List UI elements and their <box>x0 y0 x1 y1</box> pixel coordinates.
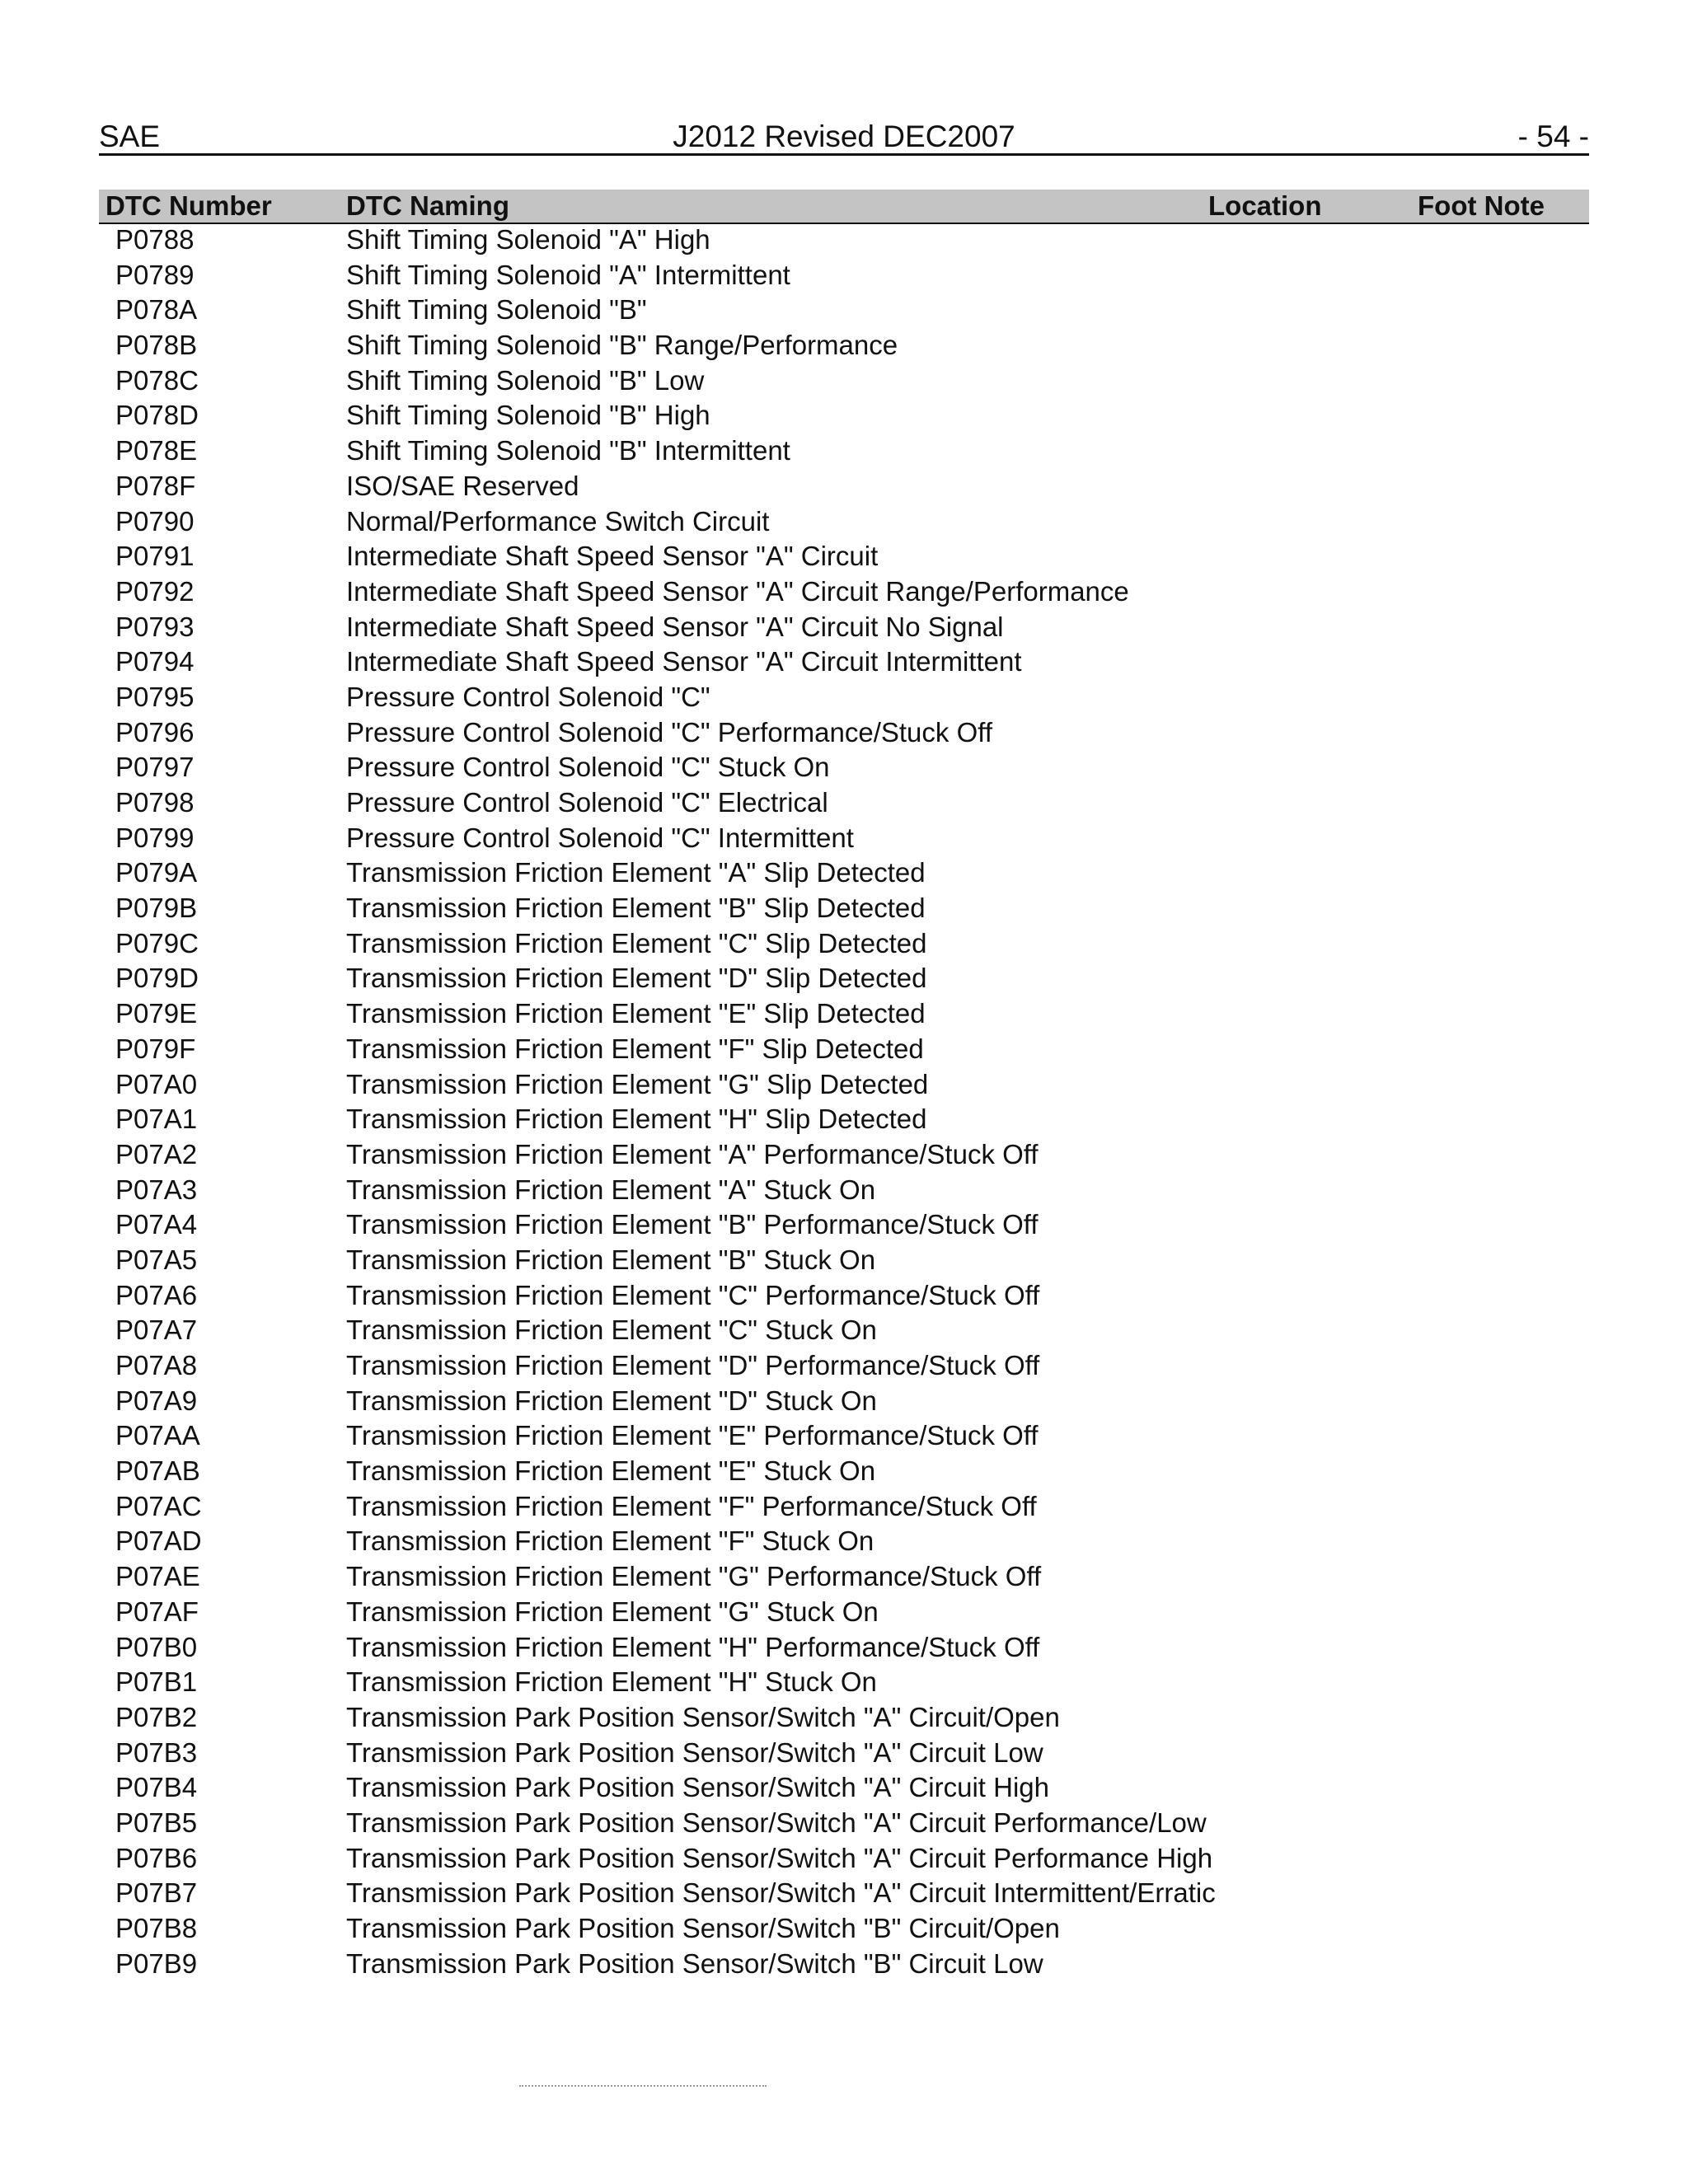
table-row <box>99 1632 1589 1667</box>
table-row <box>99 1843 1589 1878</box>
column-header-dtc-number: DTC Number <box>106 190 272 221</box>
dtc-number-cell: P078A <box>115 294 198 326</box>
table-body <box>99 224 1589 1983</box>
dtc-number-cell: P078E <box>115 435 198 466</box>
page-header <box>99 120 1589 156</box>
dtc-naming-cell: Transmission Friction Element "B" Performance/Stuck Off <box>346 1209 1039 1240</box>
table-row <box>99 1666 1589 1702</box>
dtc-number-cell: P07B5 <box>115 1807 198 1838</box>
table-row <box>99 787 1589 823</box>
dtc-naming-cell: Pressure Control Solenoid "C" Performance/Stuck Off <box>346 716 992 748</box>
header-organization: SAE <box>99 120 161 153</box>
dtc-naming-cell: Transmission Friction Element "E" Performance/Stuck Off <box>346 1420 1039 1451</box>
dtc-number-cell: P07AC <box>115 1490 202 1521</box>
dtc-number-cell: P0799 <box>115 822 195 853</box>
dtc-number-cell: P07A3 <box>115 1174 198 1205</box>
table-row <box>99 1877 1589 1913</box>
table-row <box>99 471 1589 506</box>
dtc-number-cell: P07AB <box>115 1455 200 1487</box>
table-row <box>99 1737 1589 1773</box>
dtc-number-cell: P078D <box>115 400 199 431</box>
dtc-number-cell: P07B7 <box>115 1877 198 1909</box>
header-document-title: J2012 Revised DEC2007 <box>673 120 1015 153</box>
dtc-number-cell: P078C <box>115 364 199 396</box>
dtc-number-cell: P0790 <box>115 505 195 537</box>
dtc-naming-cell: Shift Timing Solenoid "B" <box>346 294 647 326</box>
dtc-number-cell: P07B1 <box>115 1666 198 1698</box>
table-row <box>99 612 1589 647</box>
dtc-naming-cell: Transmission Friction Element "E" Stuck On <box>346 1455 876 1487</box>
dtc-number-cell: P07B9 <box>115 1947 198 1979</box>
dtc-number-cell: P07B6 <box>115 1842 198 1873</box>
dtc-naming-cell: Transmission Friction Element "G" Slip Detected <box>346 1068 929 1099</box>
dtc-naming-cell: Transmission Friction Element "H" Slip Detected <box>346 1104 927 1135</box>
table-row <box>99 1209 1589 1244</box>
dtc-naming-cell: Transmission Friction Element "D" Stuck On <box>346 1385 877 1416</box>
table-row <box>99 963 1589 998</box>
table-row <box>99 330 1589 365</box>
table-row <box>99 224 1589 260</box>
dtc-number-cell: P07A7 <box>115 1315 198 1346</box>
dtc-naming-cell: Intermediate Shaft Speed Sensor "A" Circuit Intermittent <box>346 646 1022 677</box>
dtc-naming-cell: Transmission Friction Element "A" Slip Detected <box>346 857 926 888</box>
dtc-naming-cell: ISO/SAE Reserved <box>346 470 579 501</box>
dtc-naming-cell: Transmission Park Position Sensor/Switch "B" Circuit Low <box>346 1947 1043 1979</box>
dtc-naming-cell: Transmission Park Position Sensor/Switch "A" Circuit Low <box>346 1736 1043 1768</box>
dtc-number-cell: P079F <box>115 1033 196 1064</box>
dtc-number-cell: P07B2 <box>115 1701 198 1732</box>
table-row <box>99 682 1589 717</box>
table-row <box>99 1807 1589 1843</box>
dtc-number-cell: P07B0 <box>115 1631 198 1662</box>
column-header-foot-note: Foot Note <box>1418 190 1545 221</box>
dtc-naming-cell: Shift Timing Solenoid "A" Intermittent <box>346 259 790 290</box>
dtc-number-cell: P078B <box>115 330 198 361</box>
table-row <box>99 1104 1589 1139</box>
dtc-number-cell: P07AD <box>115 1526 202 1557</box>
table-row <box>99 1702 1589 1737</box>
dtc-number-cell: P07AF <box>115 1596 199 1627</box>
dtc-naming-cell: Transmission Park Position Sensor/Switch "A" Circuit/Open <box>346 1701 1060 1732</box>
table-row <box>99 294 1589 330</box>
dtc-number-cell: P07A1 <box>115 1104 198 1135</box>
table-row <box>99 857 1589 893</box>
dtc-naming-cell: Intermediate Shaft Speed Sensor "A" Circuit Range/Performance <box>346 575 1129 607</box>
table-row <box>99 1139 1589 1174</box>
table-row <box>99 1491 1589 1526</box>
dtc-naming-cell: Transmission Friction Element "B" Stuck On <box>346 1244 876 1275</box>
dtc-number-cell: P078F <box>115 470 196 501</box>
dtc-number-cell: P079E <box>115 998 198 1029</box>
dtc-number-cell: P0797 <box>115 752 195 783</box>
table-row <box>99 541 1589 576</box>
table-row <box>99 576 1589 612</box>
table-row <box>99 1350 1589 1385</box>
dtc-number-cell: P07AE <box>115 1561 200 1592</box>
dtc-number-cell: P079C <box>115 927 199 958</box>
dtc-naming-cell: Pressure Control Solenoid "C" Stuck On <box>346 752 830 783</box>
dtc-number-cell: P079A <box>115 857 198 888</box>
dtc-naming-cell: Transmission Friction Element "G" Stuck On <box>346 1596 879 1627</box>
dtc-naming-cell: Transmission Friction Element "F" Slip Detected <box>346 1033 924 1064</box>
dtc-number-cell: P07B8 <box>115 1913 198 1943</box>
dtc-naming-cell: Transmission Park Position Sensor/Switch "A" Circuit Intermittent/Erratic <box>346 1877 1216 1909</box>
dtc-number-cell: P0791 <box>115 541 195 572</box>
dtc-number-cell: P0789 <box>115 259 195 290</box>
table-row <box>99 646 1589 682</box>
table-header-row <box>99 190 1589 224</box>
dtc-number-cell: P0792 <box>115 575 195 607</box>
table-row <box>99 1948 1589 1984</box>
dtc-naming-cell: Transmission Friction Element "A" Stuck On <box>346 1174 876 1205</box>
table-row <box>99 1526 1589 1561</box>
table-row <box>99 1385 1589 1421</box>
dtc-number-cell: P0796 <box>115 716 195 748</box>
dtc-number-cell: P07A6 <box>115 1279 198 1310</box>
dtc-naming-cell: Intermediate Shaft Speed Sensor "A" Circuit <box>346 541 879 572</box>
footer-dotted-mark <box>519 2085 767 2090</box>
table-row <box>99 1913 1589 1948</box>
column-header-location: Location <box>1208 190 1322 221</box>
dtc-number-cell: P079B <box>115 893 198 924</box>
table-row <box>99 1455 1589 1491</box>
table-row <box>99 1280 1589 1315</box>
dtc-number-cell: P07A5 <box>115 1244 198 1275</box>
dtc-number-cell: P07B3 <box>115 1736 198 1768</box>
dtc-number-cell: P07A2 <box>115 1138 198 1169</box>
dtc-naming-cell: Transmission Friction Element "H" Performance/Stuck Off <box>346 1631 1040 1662</box>
table-row <box>99 1596 1589 1632</box>
table-row <box>99 365 1589 401</box>
column-header-dtc-naming: DTC Naming <box>346 190 509 221</box>
dtc-number-cell: P0794 <box>115 646 195 677</box>
table-row <box>99 1420 1589 1455</box>
dtc-naming-cell: Transmission Friction Element "A" Performance/Stuck Off <box>346 1138 1039 1169</box>
dtc-naming-cell: Transmission Friction Element "C" Performance/Stuck Off <box>346 1279 1040 1310</box>
dtc-naming-cell: Intermediate Shaft Speed Sensor "A" Circuit No Signal <box>346 611 1004 642</box>
dtc-naming-cell: Pressure Control Solenoid "C" Electrical <box>346 787 828 818</box>
table-row <box>99 1561 1589 1596</box>
dtc-naming-cell: Transmission Friction Element "C" Slip Detected <box>346 927 927 958</box>
table-row <box>99 1772 1589 1807</box>
dtc-table <box>99 190 1589 1983</box>
dtc-number-cell: P07A4 <box>115 1209 198 1240</box>
dtc-naming-cell: Transmission Friction Element "G" Performance/Stuck Off <box>346 1561 1042 1592</box>
dtc-number-cell: P07B4 <box>115 1772 198 1803</box>
table-row <box>99 1033 1589 1069</box>
dtc-naming-cell: Normal/Performance Switch Circuit <box>346 505 770 537</box>
dtc-naming-cell: Transmission Friction Element "F" Stuck On <box>346 1526 874 1557</box>
table-row <box>99 1174 1589 1210</box>
table-row <box>99 435 1589 471</box>
header-page-number: - 54 - <box>1517 120 1589 153</box>
dtc-naming-cell: Transmission Friction Element "D" Performance/Stuck Off <box>346 1350 1040 1380</box>
dtc-naming-cell: Transmission Park Position Sensor/Switch "A" Circuit High <box>346 1772 1049 1803</box>
dtc-naming-cell: Transmission Friction Element "C" Stuck On <box>346 1315 877 1346</box>
dtc-naming-cell: Transmission Friction Element "B" Slip Detected <box>346 893 926 924</box>
dtc-number-cell: P0788 <box>115 224 195 255</box>
dtc-naming-cell: Transmission Friction Element "F" Performance/Stuck Off <box>346 1490 1037 1521</box>
dtc-naming-cell: Pressure Control Solenoid "C" Intermittent <box>346 822 854 853</box>
dtc-naming-cell: Transmission Park Position Sensor/Switch "B" Circuit/Open <box>346 1913 1060 1943</box>
dtc-naming-cell: Shift Timing Solenoid "B" Low <box>346 364 705 396</box>
table-row <box>99 400 1589 435</box>
dtc-naming-cell: Transmission Friction Element "H" Stuck On <box>346 1666 877 1698</box>
table-row <box>99 1244 1589 1280</box>
dtc-naming-cell: Transmission Park Position Sensor/Switch "A" Circuit Performance/Low <box>346 1807 1207 1838</box>
table-row <box>99 823 1589 858</box>
table-row <box>99 260 1589 295</box>
dtc-number-cell: P0795 <box>115 681 195 712</box>
table-row <box>99 1069 1589 1104</box>
table-row <box>99 1315 1589 1350</box>
dtc-naming-cell: Shift Timing Solenoid "B" Intermittent <box>346 435 790 466</box>
dtc-naming-cell: Shift Timing Solenoid "A" High <box>346 224 710 255</box>
dtc-number-cell: P0798 <box>115 787 195 818</box>
dtc-number-cell: P07A0 <box>115 1068 198 1099</box>
table-row <box>99 717 1589 752</box>
dtc-naming-cell: Pressure Control Solenoid "C" <box>346 681 710 712</box>
dtc-naming-cell: Transmission Friction Element "E" Slip Detected <box>346 998 926 1029</box>
dtc-naming-cell: Transmission Park Position Sensor/Switch "A" Circuit Performance High <box>346 1842 1213 1873</box>
dtc-naming-cell: Transmission Friction Element "D" Slip Detected <box>346 963 927 994</box>
table-row <box>99 998 1589 1033</box>
table-row <box>99 752 1589 787</box>
dtc-number-cell: P07A8 <box>115 1350 198 1380</box>
dtc-naming-cell: Shift Timing Solenoid "B" High <box>346 400 710 431</box>
dtc-number-cell: P079D <box>115 963 199 994</box>
dtc-naming-cell: Shift Timing Solenoid "B" Range/Performance <box>346 330 898 361</box>
table-row <box>99 506 1589 541</box>
dtc-number-cell: P07A9 <box>115 1385 198 1416</box>
dtc-number-cell: P07AA <box>115 1420 200 1451</box>
table-row <box>99 928 1589 963</box>
dtc-number-cell: P0793 <box>115 611 195 642</box>
table-row <box>99 893 1589 928</box>
